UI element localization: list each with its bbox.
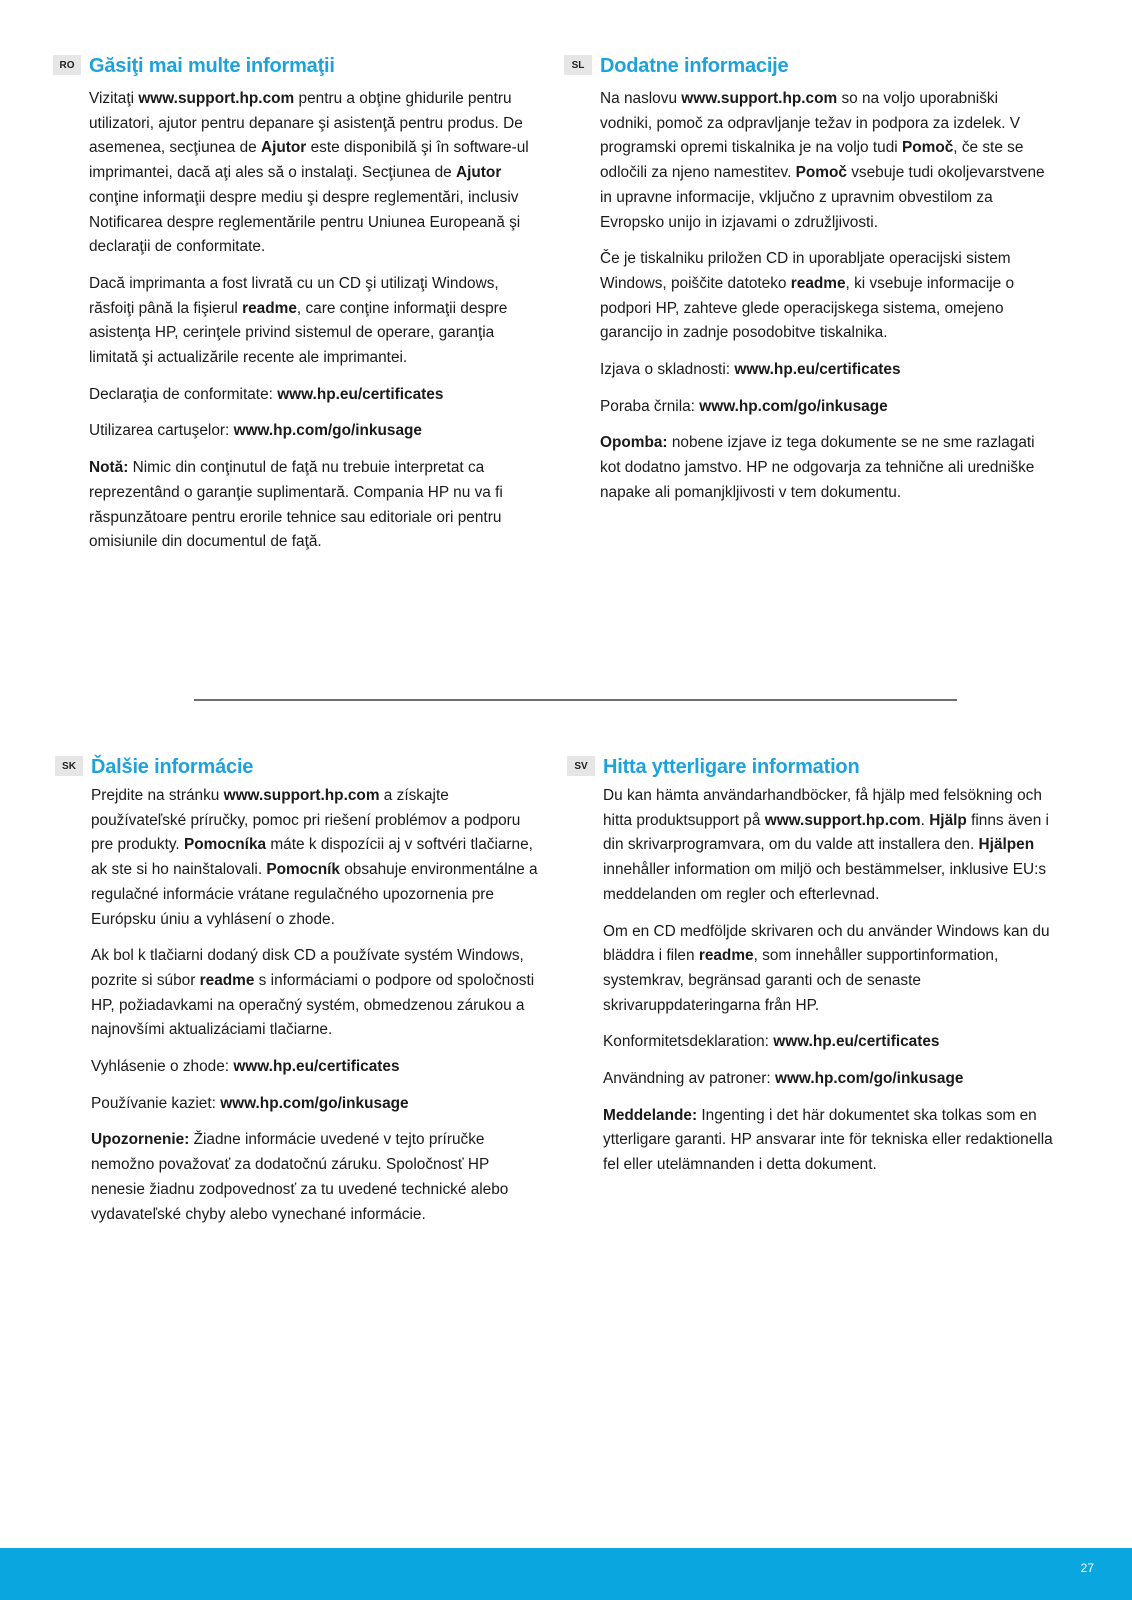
- conformity-line: Izjava o skladnosti: www.hp.eu/certificates: [600, 361, 901, 379]
- inkusage-link[interactable]: www.hp.com/go/inkusage: [233, 422, 422, 440]
- language-badge-ro: RO: [53, 55, 81, 75]
- conformity-line: Declaraţia de conformitate: www.hp.eu/certificates: [89, 385, 444, 403]
- section-sv: [574, 755, 1053, 1190]
- notice-paragraph: Notă: Nimic din conţinutul de faţă nu trebuie interpretat ca reprezentând o garanţie suplimentară. Compania HP nu va fi răspunzătoare pentru erorile tehnice sau editoriale ori pentru omisiunile din documentul de faţă.: [89, 459, 503, 551]
- ink-usage-line: Användning av patroner: www.hp.com/go/inkusage: [603, 1070, 964, 1088]
- cd-paragraph: Če je tiskalniku priložen CD in uporabljate operacijski sistem Windows, poiščite datoteko readme, ki vsebuje informacije o podpori HP, zahteve glede operacijskega sistema, omejeno garancijo in zadnje posodobitve tiskalnika.: [600, 250, 1015, 342]
- ink-usage-line: Používanie kaziet: www.hp.com/go/inkusage: [91, 1094, 409, 1112]
- section-heading-sl: Dodatne informacije: [600, 55, 789, 77]
- certificates-link[interactable]: www.hp.eu/certificates: [233, 1058, 400, 1076]
- inkusage-link[interactable]: www.hp.com/go/inkusage: [220, 1094, 409, 1112]
- intro-paragraph: Na naslovu www.support.hp.com so na voljo uporabniški vodniki, pomoč za odpravljanje težav in podpora za izdelek. V programski opremi tiskalnika je na voljo tudi Pomoč, če ste se odločili za njeno namestitev. Pomoč vsebuje tudi okoljevarstvene in upravne informacije, vključno z upravnim obvestilom za Evropsko unijo in izjavami o združljivosti.: [600, 90, 1045, 231]
- ink-usage-line: Poraba črnila: www.hp.com/go/inkusage: [600, 397, 888, 415]
- page-number: 27: [1080, 1561, 1094, 1575]
- footer-band: [0, 1548, 1132, 1600]
- support-link[interactable]: www.support.hp.com: [681, 90, 838, 107]
- notice-paragraph: Opomba: nobene izjave iz tega dokumente se ne sme razlagati kot dodatno jamstvo. HP ne odgovarja za tehnične ali uredniške napake ali pomanjkljivosti v tem dokumentu.: [600, 434, 1035, 501]
- support-link[interactable]: www.support.hp.com: [138, 90, 295, 107]
- section-ro: [59, 54, 539, 567]
- language-badge-sv: SV: [567, 756, 595, 776]
- notice-paragraph: Meddelande: Ingenting i det här dokumentet ska tolkas som en ytterligare garanti. HP ansvarar inte för tekniska eller redaktionella fel eller utelämnanden i detta dokument.: [603, 1106, 1053, 1174]
- cd-paragraph: Dacă imprimanta a fost livrată cu un CD şi utilizaţi Windows, răsfoiţi până la fişierul readme, care conţine informaţii despre asistenţa HP, cerinţele privind sistemul de operare, garanţia limitată şi actualizările recente ale imprimantei.: [89, 274, 508, 367]
- language-badge-sl: SL: [564, 55, 592, 75]
- cd-paragraph: Ak bol k tlačiarni dodaný disk CD a používate systém Windows, pozrite si súbor readme s informáciami o podpore od spoločnosti HP, požiadavkami na operačný systém, obmedzenou zárukou a najnovšími aktualizáciami tlačiarne.: [91, 947, 535, 1039]
- intro-paragraph: Prejdite na stránku www.support.hp.com a získajte používateľské príručky, pomoc pri riešení problémov a podporu pre produkty. Pomocníka máte k dispozícii aj v softvéri tlačiarne, ak ste si ho nainštalovali. Pomocník obsahuje environmentálne a regulačné informácie vrátane regulačného upozornenia pre Európsku úniu a vyhlásení o zhode.: [91, 787, 538, 928]
- notice-paragraph: Upozornenie: Žiadne informácie uvedené v tejto príručke nemožno považovať za dodatočnú záruku. Spoločnosť HP nenesie žiadnu zodpovednosť za tu uvedené technické alebo vydavateľské chyby alebo vynechané informácie.: [91, 1131, 509, 1223]
- section-heading-sk: Ďalšie informácie: [91, 756, 254, 778]
- conformity-line: Vyhlásenie o zhode: www.hp.eu/certificates: [91, 1058, 400, 1076]
- cd-paragraph: Om en CD medföljde skrivaren och du använder Windows kan du bläddra i filen readme, som innehåller supportinformation, systemkrav, begränsad garanti och de senaste skrivaruppdateringarna från HP.: [603, 922, 1050, 1014]
- intro-paragraph: Vizitaţi www.support.hp.com pentru a obţine ghidurile pentru utilizatori, ajutor pentru depanare şi asistenţă pentru produs. De asemenea, secţiunea de Ajutor este disponibilă şi în software-ul imprimantei, dacă aţi ales să o instalaţi. Secţiunea de Ajutor conţine informaţii despre mediu şi despre reglementări, inclusiv Notificarea despre reglementările pentru Uniunea Europeană şi declaraţii de conformitate.: [89, 90, 529, 256]
- support-link[interactable]: www.support.hp.com: [764, 811, 921, 829]
- section-sl: [571, 54, 1050, 518]
- support-link[interactable]: www.support.hp.com: [223, 787, 380, 804]
- section-heading-ro: Găsiţi mai multe informaţii: [89, 55, 335, 77]
- ink-usage-line: Utilizarea cartuşelor: www.hp.com/go/inkusage: [89, 422, 422, 440]
- conformity-line: Konformitetsdeklaration: www.hp.eu/certificates: [603, 1033, 940, 1051]
- certificates-link[interactable]: www.hp.eu/certificates: [773, 1033, 940, 1051]
- section-heading-sv: Hitta ytterligare information: [603, 756, 860, 778]
- language-badge-sk: SK: [55, 756, 83, 776]
- inkusage-link[interactable]: www.hp.com/go/inkusage: [774, 1070, 964, 1088]
- intro-paragraph: Du kan hämta användarhandböcker, få hjälp med felsökning och hitta produktsupport på www.support.hp.com. Hjälp finns även i din skrivarprogramvara, om du valde att installera den. Hjälpen innehåller information om miljö och bestämmelser, inklusive EU:s meddelanden om regler och efterlevnad.: [603, 787, 1049, 903]
- certificates-link[interactable]: www.hp.eu/certificates: [734, 361, 901, 379]
- section-sk: [62, 755, 541, 1239]
- inkusage-link[interactable]: www.hp.com/go/inkusage: [699, 397, 888, 415]
- certificates-link[interactable]: www.hp.eu/certificates: [277, 385, 444, 403]
- section-divider: [194, 699, 957, 701]
